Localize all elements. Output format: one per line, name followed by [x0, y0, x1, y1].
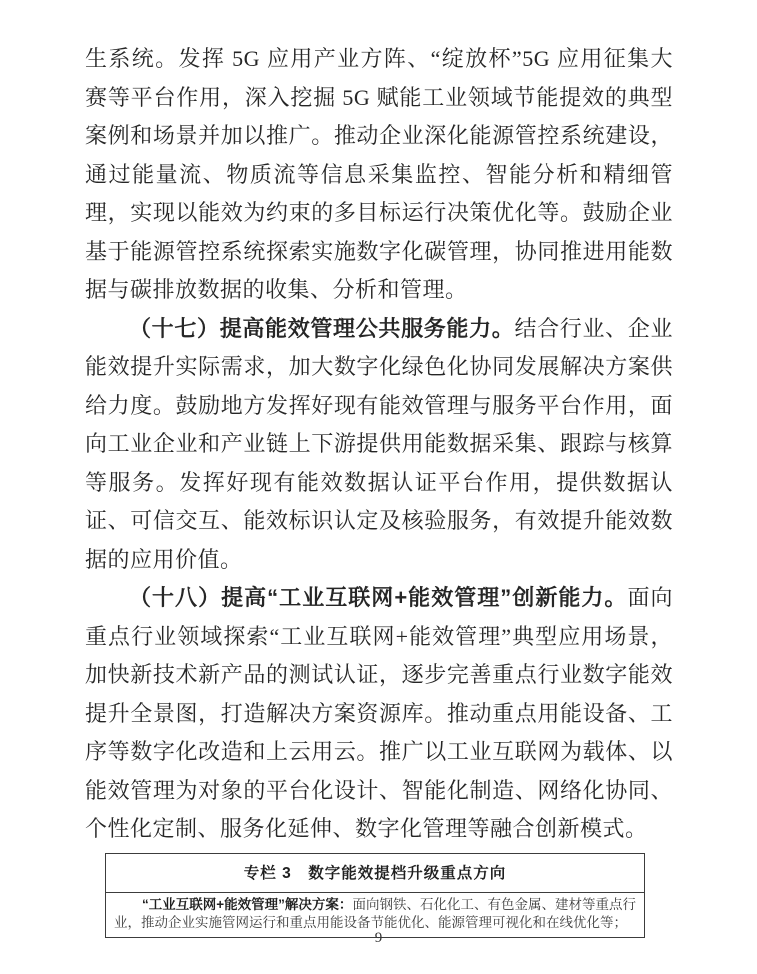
- paragraph-text: 面向重点行业领域探索“工业互联网+能效管理”典型应用场景，加快新技术新产品的测试认证，逐步完善重点行业数字能效提升全景图，打造解决方案资源库。推动重点用能设备、工序等数字化改造和上云用云。推广以工业互联网为载体、以能效管理为对象的平台化设计、智能化制造、网络化协同、个性化定制、服务化延伸、数字化管理等融合创新模式。: [85, 585, 673, 841]
- page-content: [85, 40, 673, 938]
- callout-body-lead: “工业互联网+能效管理”解决方案：: [142, 896, 353, 912]
- paragraph-text: 生系统。发挥 5G 应用产业方阵、“绽放杯”5G 应用征集大赛等平台作用，深入挖掘 5G 赋能工业领域节能提效的典型案例和场景并加以推广。推动企业深化能源管控系统建设，通过能量流、物质流等信息采集监控、智能分析和精细管理，实现以能效为约束的多目标运行决策优化等。鼓励企业基于能源管控系统探索实施数字化碳管理，协同推进用能数据与碳排放数据的收集、分析和管理。: [85, 46, 673, 302]
- section-17-heading: （十七）提高能效管理公共服务能力。: [129, 315, 515, 341]
- page-number: 9: [374, 930, 383, 946]
- paragraph-section-18: [85, 579, 673, 849]
- paragraph-text: 结合行业、企业能效提升实际需求，加大数字化绿色化协同发展解决方案供给力度。鼓励地方发挥好现有能效管理与服务平台作用，面向工业企业和产业链上下游提供用能数据采集、跟踪与核算等服务。发挥好现有能效数据认证平台作用，提供数据认证、可信交互、能效标识认定及核验服务，有效提升能效数据的应用价值。: [85, 315, 673, 572]
- callout-box: [105, 853, 645, 938]
- callout-body-text: 面向钢铁、石化化工、有色金属、建材等重点行业，推动企业实施管网运行和重点用能设备节能优化、能源管理可视化和在线优化等；: [114, 896, 636, 930]
- paragraph-continuation: [85, 40, 673, 310]
- callout-box-title: 专栏 3 数字能效提档升级重点方向: [106, 854, 644, 893]
- paragraph-section-17: [85, 310, 673, 580]
- section-18-heading: （十八）提高“工业互联网+能效管理”创新能力。: [129, 585, 628, 610]
